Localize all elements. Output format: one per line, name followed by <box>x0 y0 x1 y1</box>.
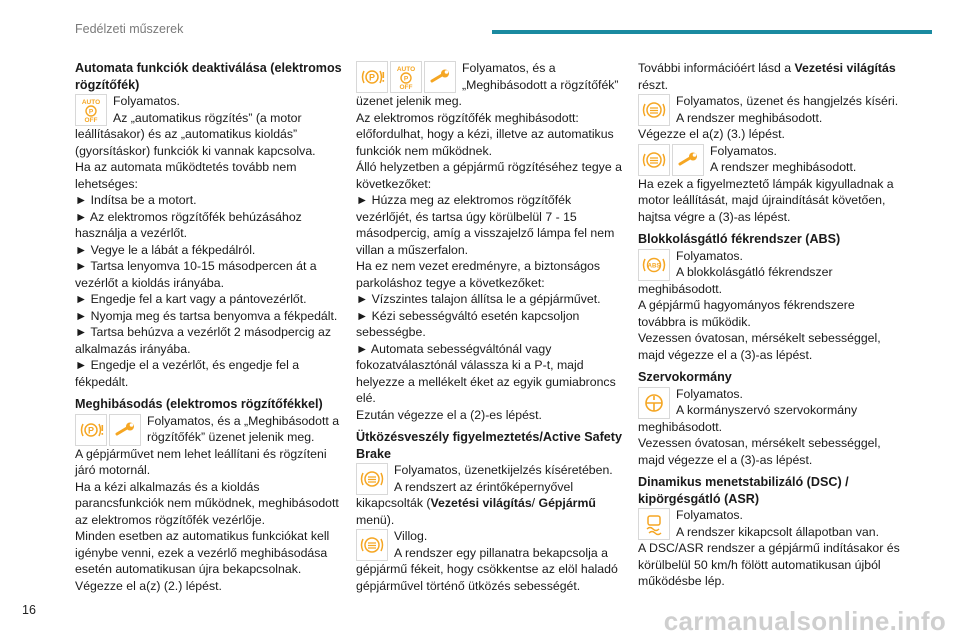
collision-text-1d: / <box>531 496 539 510</box>
more-info-ref: Vezetési világítás <box>794 61 896 75</box>
fault2-text-4: Ha ez nem vezet eredményre, a biztonságos parkoláshoz tegye a következőket: <box>356 259 601 290</box>
collision-risk-icon <box>638 144 670 176</box>
fault2-text-1: Folyamatos, és a „Meghibásodott a rögzítőfék” üzenet jelenik meg. <box>356 61 619 108</box>
wrench-icon <box>424 61 456 93</box>
abs-text-1: Folyamatos. <box>676 248 743 263</box>
abs-text-4: Vezessen óvatosan, mérsékelt sebességgel, majd végezze el a (3)-as lépést. <box>638 331 881 362</box>
auto-step-6: ► Nyomja meg és tartsa benyomva a fékpedált. <box>75 308 338 323</box>
fault2-step-2: ► Vízszintes talajon állítsa le a gépjárművet. <box>356 292 601 306</box>
section-heading-collision: Ütközésveszély figyelmeztetés/Active Safety Brake <box>356 430 622 461</box>
auto-step-8: ► Engedje el a vezérlőt, és engedje fel a fékpedált. <box>75 358 300 389</box>
auto-step-5: ► Engedje fel a kart vagy a pántovezérlőt. <box>75 292 307 306</box>
watermark-logo: carmanualsonline.info <box>663 606 946 636</box>
collision-menu-name-1: Vezetési világítás <box>430 496 532 510</box>
more-info-c: részt. <box>638 77 669 92</box>
parking-brake-warning-icon <box>356 61 388 93</box>
row2-text-c: Ha ezek a figyelmeztető lámpák kigyulladnak a motor leállítását, majd újraindítását követően, hajtsa végre a (3)-as lépést. <box>638 176 894 224</box>
parking-brake-warning-icon <box>75 414 107 446</box>
section-heading-dsc: Dinamikus menetstabilizáló (DSC) / kipörgésgátló (ASR) <box>638 475 849 506</box>
dsc-skid-icon <box>638 508 670 540</box>
auto-off-parking-brake-icon <box>390 61 422 93</box>
steering-text-1: Folyamatos. <box>676 386 743 401</box>
auto-off-parking-brake-icon <box>75 94 107 126</box>
section-heading-abs: Blokkolásgátló fékrendszer (ABS) <box>638 232 841 246</box>
row2-text-a: Folyamatos. <box>710 143 777 158</box>
auto-step-3: ► Vegye le a lábát a fékpedálról. <box>75 242 256 257</box>
svg-text:P: P <box>403 75 409 83</box>
dsc-text-3: A DSC/ASR rendszer a gépjármű indításakor és körülbelül 50 km/h fölött automatikusan újból működésbe lép. <box>638 541 900 588</box>
dsc-text-2: A rendszer kikapcsolt állapotban van. <box>676 524 880 539</box>
row1-text-b: A rendszer meghibásodott. <box>676 110 823 125</box>
wrench-icon <box>109 414 141 446</box>
fault2-step-1: ► Húzza meg az elektromos rögzítőfék vezérlőjét, és tartsa úgy körülbelül 7 - 15 másodpercig, amíg a visszajelző lámpa fel nem villan a műszerfalon. <box>356 193 615 257</box>
fault2-text-5: Ezután végezze el a (2)-es lépést. <box>356 407 542 422</box>
section-heading-fault: Meghibásodás (elektromos rögzítőfékkel) <box>75 397 323 411</box>
fault-text-4: Minden esetben az automatikus funkciókat kell igénybe venni, ezek a vezérlő meghibásodása esetén automatikusan újra bekapcsolnak. <box>75 529 330 576</box>
auto-step-2: ► Az elektromos rögzítőfék behúzásához használja a vezérlőt. <box>75 209 302 240</box>
auto-text-2: Az „automatikus rögzítés” (a motor leállításakor) és az „automatikus kioldás” (gyorsításkor) funkciók ki vannak kapcsolva. <box>75 110 316 158</box>
svg-text:OFF: OFF <box>84 117 98 123</box>
svg-text:P: P <box>87 425 95 435</box>
svg-text:AUTO: AUTO <box>81 99 101 106</box>
abs-text-2: A blokkolásgátló fékrendszer meghibásodott. <box>638 265 833 296</box>
collision-text-1b: A rendszert az érintőképernyővel kikapcsolták ( <box>356 479 574 510</box>
header-accent-bar <box>492 30 932 34</box>
steering-text-2: A kormányszervó szervokormány meghibásodott. <box>638 403 858 434</box>
svg-text:OFF: OFF <box>399 84 413 90</box>
steering-text-3: Vezessen óvatosan, mérsékelt sebességgel, majd végezze el a (3)-as lépést. <box>638 436 881 467</box>
collision-risk-icon <box>638 94 670 126</box>
collision-risk-icon <box>356 463 388 495</box>
page-header-title: Fedélzeti műszerek <box>75 22 184 36</box>
fault-text-5: Végezze el a(z) (2.) lépést. <box>75 578 222 593</box>
collision-risk-icon <box>356 529 388 561</box>
auto-step-1: ► Indítsa be a motort. <box>75 193 197 207</box>
section-heading-steering: Szervokormány <box>638 370 732 384</box>
section-heading-auto-functions: Automata funkciók deaktiválása (elektromos rögzítőfék) <box>75 61 342 92</box>
row2-text-b: A rendszer meghibásodott. <box>710 160 857 174</box>
fault2-text-3: Álló helyzetben a gépjármű rögzítéséhez tegye a következőket: <box>356 160 622 191</box>
more-info-a: További információért lásd a <box>638 61 795 75</box>
row1-text-c: Végezze el a(z) (3.) lépést. <box>638 127 785 141</box>
wrench-icon <box>672 144 704 176</box>
collision-text-1 <box>356 479 623 529</box>
collision-menu-name-2: Gépjármű <box>538 496 596 510</box>
row1-text-a: Folyamatos, üzenet és hangjelzés kíséri. <box>676 94 899 108</box>
steering-wheel-warning-icon <box>638 387 670 419</box>
more-info-text <box>638 60 903 93</box>
dsc-text-1: Folyamatos. <box>676 508 743 522</box>
page-number: 16 <box>22 603 36 617</box>
column-1 <box>75 60 343 594</box>
fault2-step-4: ► Automata sebességváltónál vagy fokozatválasztónál válassza ki a P-t, majd helyezze a mellékelt éket az egyik gumiabroncs elé. <box>356 341 616 405</box>
fault-text-2: A gépjárművet nem lehet leállítani és rögzíteni járó motornál. <box>75 446 327 477</box>
auto-text-3: Ha az automata működtetés tovább nem lehetséges: <box>75 160 297 191</box>
collision-text-2b: A rendszer egy pillanatra bekapcsolja a gépjármű fékeit, hogy csökkentse az elöl haladó gépjárművel történő ütközés sebességét. <box>356 545 618 593</box>
collision-text-2a: Villog. <box>394 529 428 543</box>
abs-text-3: A gépjármű hagyományos fékrendszere továbbra is működik. <box>638 298 855 329</box>
collision-text-1f: menü). <box>356 512 395 527</box>
column-2 <box>356 60 623 594</box>
svg-text:ABS: ABS <box>647 262 661 269</box>
fault-text-3: Ha a kézi alkalmazás és a kioldás parancsfunkciók nem működnek, meghibásodott az elektromos rögzítőfék vezérlője. <box>75 479 339 527</box>
collision-text-1a: Folyamatos, üzenetkijelzés kíséretében. <box>394 463 613 477</box>
auto-step-7: ► Tartsa behúzva a vezérlőt 2 másodpercig az alkalmazás irányába. <box>75 325 331 356</box>
fault2-step-3: ► Kézi sebességváltó esetén kapcsoljon sebességbe. <box>356 308 580 339</box>
svg-text:AUTO: AUTO <box>396 66 416 73</box>
column-3 <box>638 60 903 590</box>
auto-text-1: Folyamatos. <box>113 94 180 108</box>
abs-icon <box>638 249 670 281</box>
fault2-text-2: Az elektromos rögzítőfék meghibásodott: előfordulhat, hogy a kézi, illetve az automatikus funkciók nem működnek. <box>356 110 614 158</box>
fault-text-1: Folyamatos, és a „Meghibásodott a rögzítőfék” üzenet jelenik meg. <box>147 413 340 444</box>
svg-text:P: P <box>88 108 94 116</box>
auto-step-4: ► Tartsa lenyomva 10-15 másodpercen át a vezérlőt a kioldás irányába. <box>75 259 317 290</box>
svg-text:P: P <box>368 72 376 83</box>
